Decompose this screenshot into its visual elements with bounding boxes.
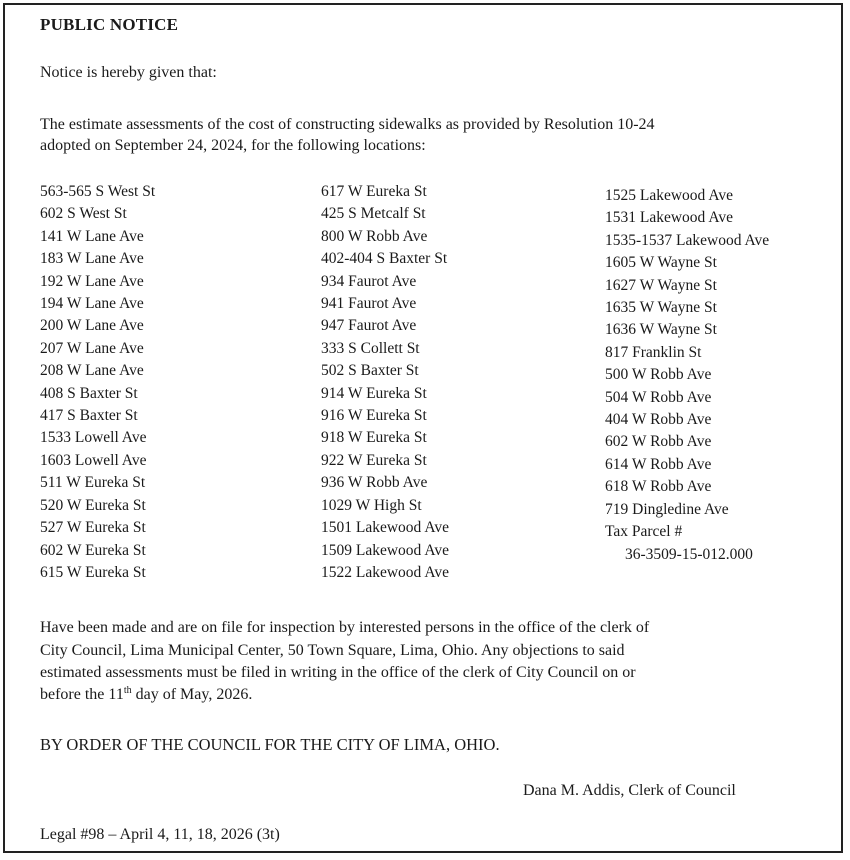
address-item: 208 W Lane Ave bbox=[40, 362, 144, 380]
tax-parcel-number: 36-3509-15-012.000 bbox=[625, 545, 753, 563]
address-item: 520 W Eureka St bbox=[40, 496, 146, 514]
address-item: 194 W Lane Ave bbox=[40, 295, 144, 313]
address-column-3 bbox=[605, 185, 769, 566]
paragraph2-line4 bbox=[40, 684, 252, 706]
address-item: 141 W Lane Ave bbox=[40, 227, 144, 245]
address-item: 1509 Lakewood Ave bbox=[321, 541, 449, 559]
address-item: 511 W Eureka St bbox=[40, 474, 146, 492]
address-item: 417 S Baxter St bbox=[40, 407, 138, 425]
address-item: 941 Faurot Ave bbox=[321, 295, 417, 313]
address-item: 1627 W Wayne St bbox=[605, 276, 717, 294]
notice-intro: Notice is hereby given that: bbox=[40, 64, 217, 81]
address-item: 404 W Robb Ave bbox=[605, 411, 712, 429]
address-item: 1525 Lakewood Ave bbox=[605, 187, 733, 204]
address-item: 1603 Lowell Ave bbox=[40, 451, 147, 469]
address-item: Tax Parcel # bbox=[605, 523, 683, 541]
address-item: 425 S Metcalf St bbox=[321, 205, 426, 223]
address-item: 615 W Eureka St bbox=[40, 563, 146, 581]
address-column-2 bbox=[321, 181, 449, 584]
ordinal-suffix: th bbox=[123, 685, 132, 696]
paragraph2-line4-post: day of May, 2026. bbox=[131, 686, 253, 703]
address-item: 817 Franklin St bbox=[605, 343, 702, 361]
paragraph1-line2: adopted on September 24, 2024, for the following locations: bbox=[40, 137, 426, 154]
address-item: 916 W Eureka St bbox=[321, 407, 427, 425]
address-item: 719 Dingledine Ave bbox=[605, 500, 729, 518]
address-item: 200 W Lane Ave bbox=[40, 317, 144, 335]
legal-line: Legal #98 – April 4, 11, 18, 2026 (3t) bbox=[40, 826, 280, 843]
address-item: 1501 Lakewood Ave bbox=[321, 519, 449, 537]
address-item: 914 W Eureka St bbox=[321, 384, 427, 402]
address-item: 800 W Robb Ave bbox=[321, 227, 428, 245]
address-item: 192 W Lane Ave bbox=[40, 272, 144, 290]
address-item: 922 W Eureka St bbox=[321, 451, 427, 469]
address-item: 563-565 S West St bbox=[40, 183, 156, 200]
clerk-signature: Dana M. Addis, Clerk of Council bbox=[523, 782, 736, 799]
address-item: 602 S West St bbox=[40, 205, 127, 223]
address-item: 1029 W High St bbox=[321, 496, 422, 514]
paragraph2-line3: estimated assessments must be filed in writing in the office of the clerk of City Council on or bbox=[40, 664, 636, 681]
address-item: 527 W Eureka St bbox=[40, 519, 146, 537]
address-column-1 bbox=[40, 181, 155, 584]
address-item: 1535-1537 Lakewood Ave bbox=[605, 231, 770, 249]
address-item: 1605 W Wayne St bbox=[605, 254, 717, 272]
address-item: 602 W Robb Ave bbox=[605, 433, 712, 451]
address-item: 402-404 S Baxter St bbox=[321, 250, 448, 268]
address-item: 183 W Lane Ave bbox=[40, 250, 144, 268]
address-item: 408 S Baxter St bbox=[40, 384, 138, 402]
address-item: 333 S Collett St bbox=[321, 339, 420, 357]
address-item: 1635 W Wayne St bbox=[605, 299, 717, 317]
address-item: 502 S Baxter St bbox=[321, 362, 419, 380]
address-item: 936 W Robb Ave bbox=[321, 474, 428, 492]
address-item: 947 Faurot Ave bbox=[321, 317, 417, 335]
address-item: 500 W Robb Ave bbox=[605, 366, 712, 384]
paragraph2-line1: Have been made and are on file for inspection by interested persons in the office of the clerk of bbox=[40, 619, 650, 636]
paragraph2-line2: City Council, Lima Municipal Center, 50 Town Square, Lima, Ohio. Any objections to said bbox=[40, 642, 625, 659]
address-item: 504 W Robb Ave bbox=[605, 388, 712, 406]
address-item: 1522 Lakewood Ave bbox=[321, 563, 449, 581]
notice-heading: PUBLIC NOTICE bbox=[40, 15, 179, 34]
address-item: 617 W Eureka St bbox=[321, 183, 427, 200]
address-item: 934 Faurot Ave bbox=[321, 272, 417, 290]
paragraph2-line4-pre: before the 11 bbox=[40, 686, 124, 703]
address-item: 618 W Robb Ave bbox=[605, 478, 712, 496]
address-item: 1636 W Wayne St bbox=[605, 321, 717, 339]
address-item: 1533 Lowell Ave bbox=[40, 429, 147, 447]
address-item: 207 W Lane Ave bbox=[40, 339, 144, 357]
address-item: 602 W Eureka St bbox=[40, 541, 146, 559]
address-item: 614 W Robb Ave bbox=[605, 455, 712, 473]
paragraph1-line1: The estimate assessments of the cost of constructing sidewalks as provided by Resolution 10-24 bbox=[40, 116, 655, 133]
address-item: 1531 Lakewood Ave bbox=[605, 209, 733, 227]
address-item: 918 W Eureka St bbox=[321, 429, 427, 447]
order-line: BY ORDER OF THE COUNCIL FOR THE CITY OF LIMA, OHIO. bbox=[40, 735, 500, 754]
